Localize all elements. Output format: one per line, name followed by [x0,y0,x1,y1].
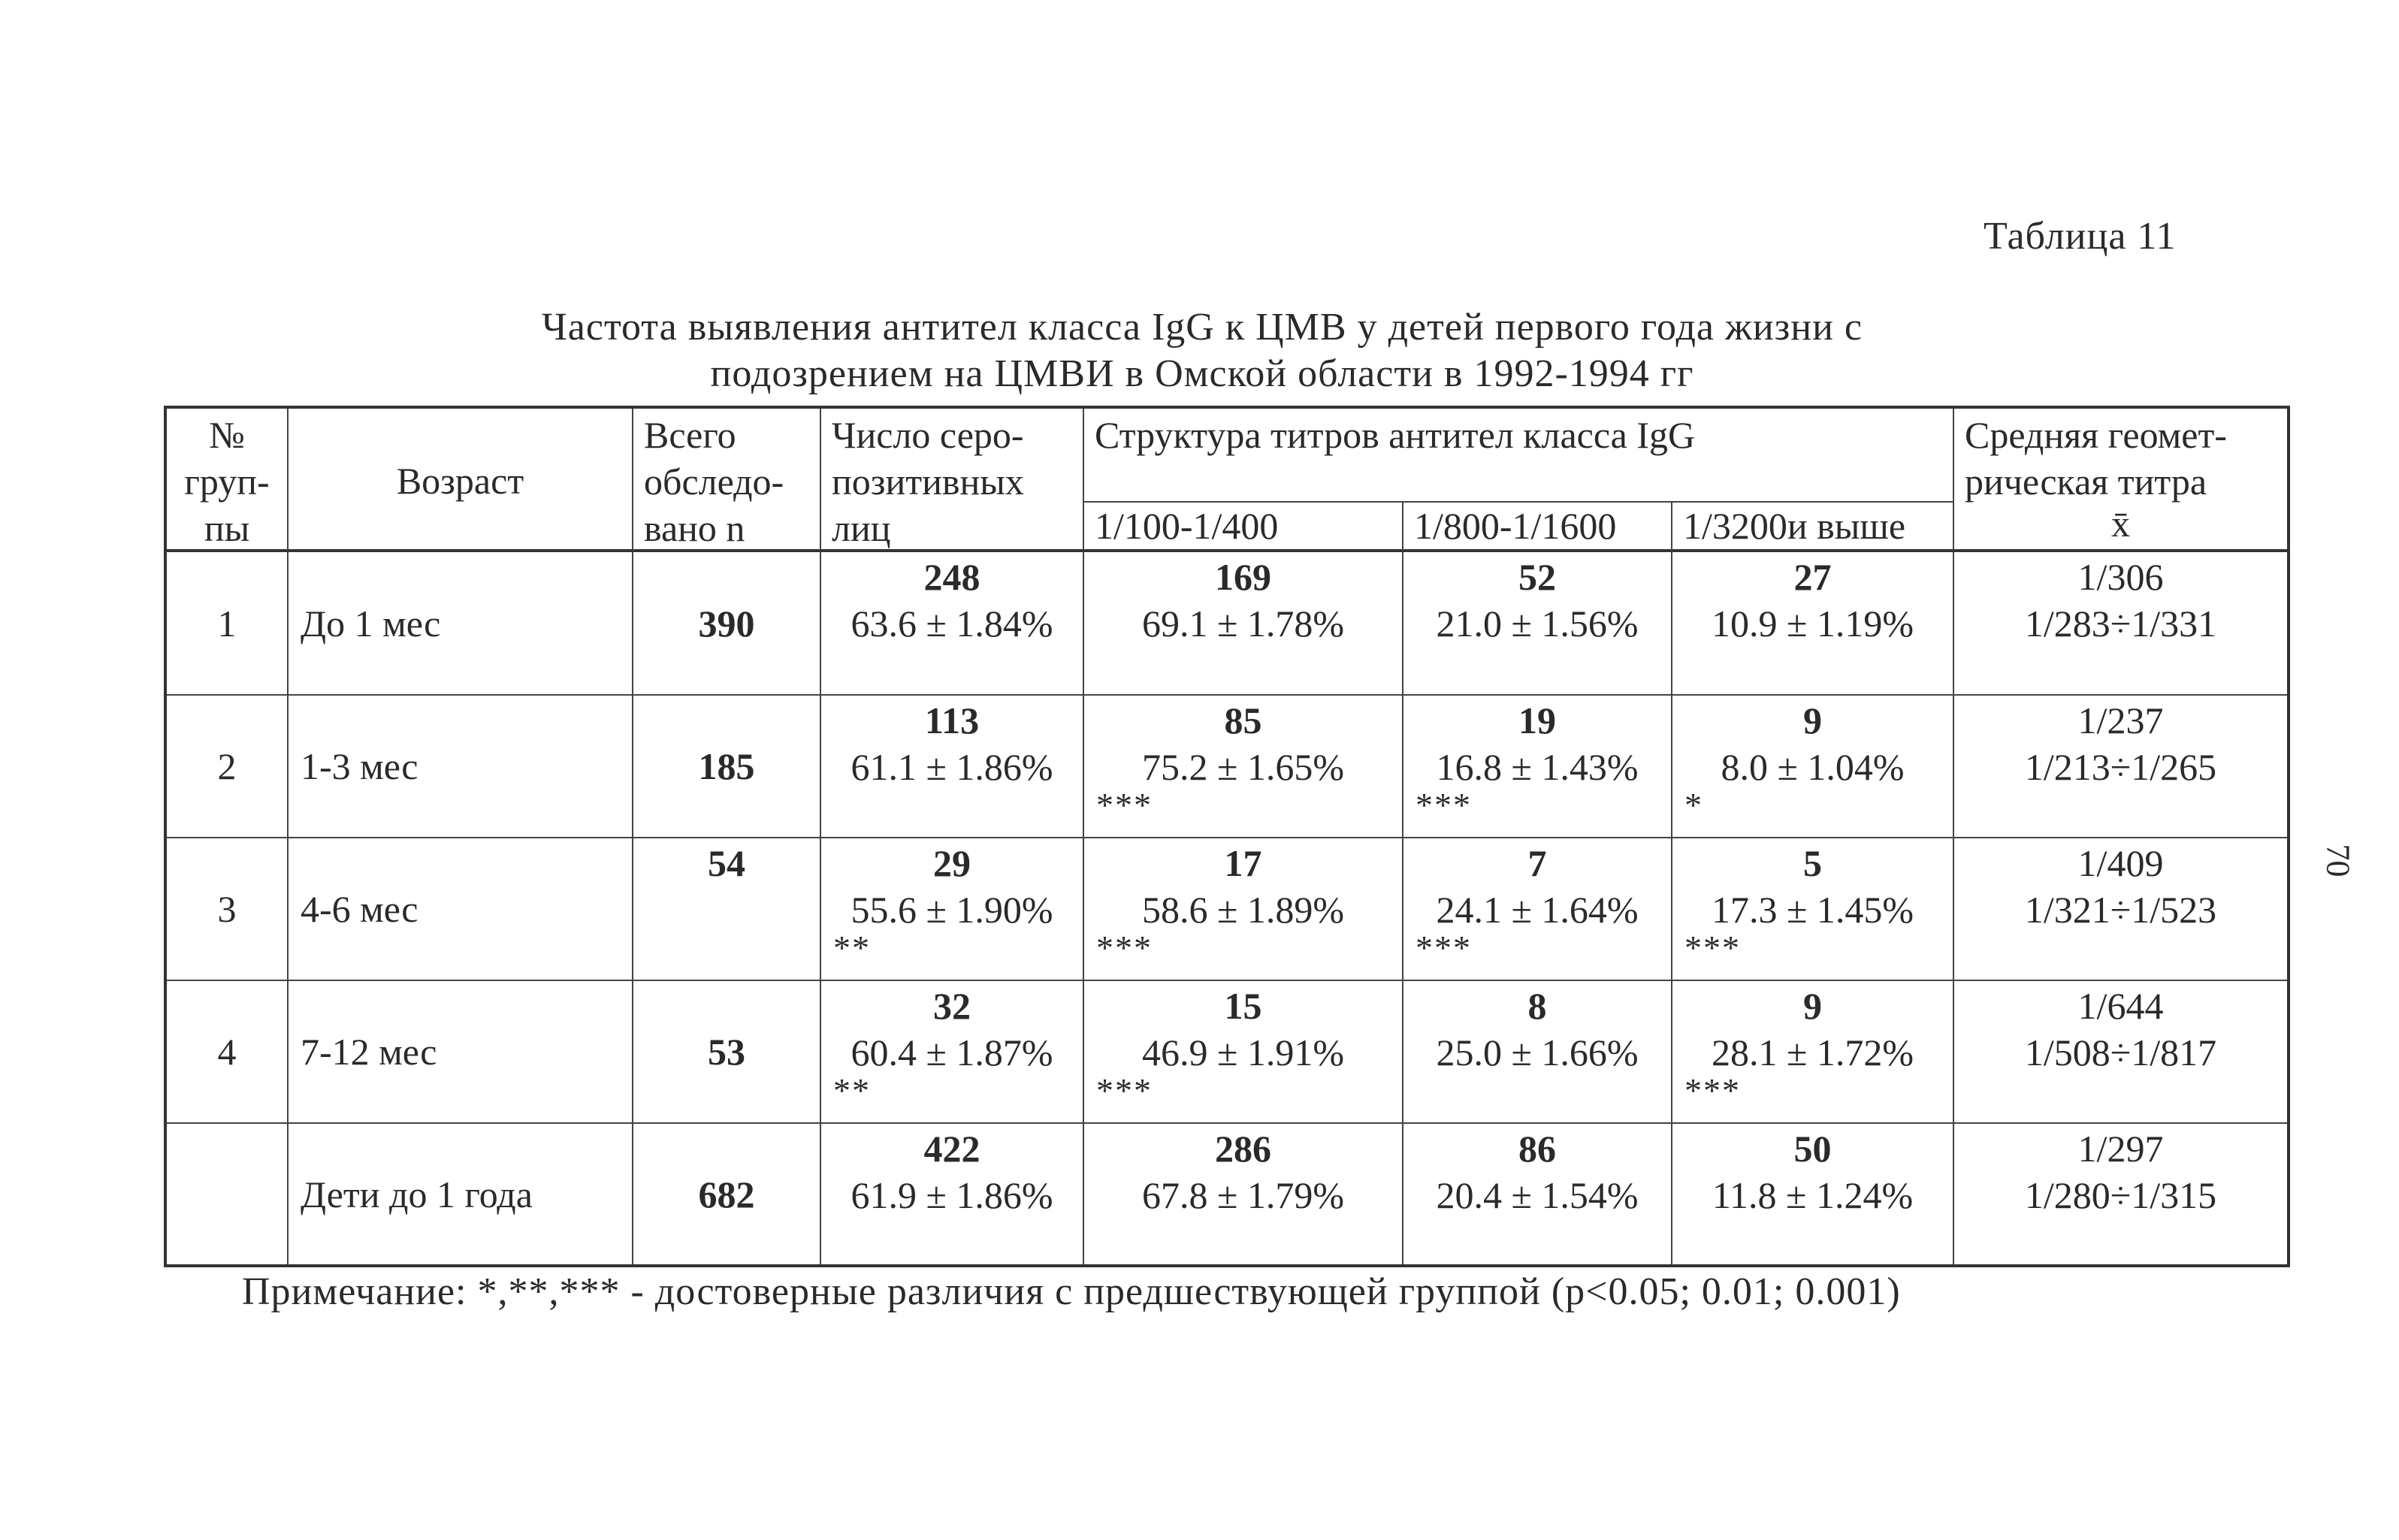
percent-value: 8.0 ± 1.04% [1721,746,1905,788]
percent-value: 69.1 ± 1.78% [1141,602,1345,645]
row-4-seropositive [821,981,1084,1124]
row-4-titer-2 [1403,981,1672,1124]
header-titer-structure [1084,409,1954,503]
row-4-geometric-mean [1954,981,2287,1124]
percent-value: 28.1 ± 1.72% [1711,1031,1914,1073]
count-value: 85 [1224,699,1262,741]
significance-mark: *** [1684,1071,1741,1110]
table-title-line-2: подозрением на ЦМВИ в Омской области в 1992-1994 гг [710,352,1694,395]
row-1-group: 1 [167,552,289,696]
row-total-titer-2 [1403,1124,1672,1264]
count-value: 7 [1527,842,1547,884]
significance-mark: *** [1096,1071,1153,1110]
count-value: 169 [1215,556,1271,598]
row-4-age: 7-12 мес [289,981,633,1124]
count-value: 5 [1803,842,1822,884]
percent-value: 61.9 ± 1.86% [851,1174,1053,1216]
count-value: 52 [1518,556,1556,598]
count-value: 9 [1803,699,1822,741]
header-total-line: вано n [644,507,745,549]
row-1-seropositive [821,552,1084,696]
percent-value: 21.0 ± 1.56% [1436,602,1639,645]
percent-value: 24.1 ± 1.64% [1436,889,1639,931]
significance-mark: *** [1416,929,1472,967]
row-3-titer-1 [1084,838,1403,981]
count-value: 9 [1803,985,1822,1027]
table-title-line-1: Частота выявления антител класса IgG к ЦМВ у детей первого года жизни с [541,306,1863,349]
percent-value: 11.8 ± 1.24% [1712,1174,1914,1216]
percent-value: 16.8 ± 1.43% [1436,746,1639,788]
mean-titer: 1/409 [2077,842,2164,884]
count-value: 86 [1518,1128,1556,1170]
header-group-no [167,409,289,552]
percent-value: 10.9 ± 1.19% [1711,602,1914,645]
row-2-total: 185 [633,696,821,838]
row-1-age: До 1 мес [289,552,633,696]
percent-value: 75.2 ± 1.65% [1141,746,1345,788]
row-2-age: 1-3 мес [289,696,633,838]
count-value: 8 [1527,985,1547,1027]
row-1-titer-3 [1672,552,1954,696]
row-1-geometric-mean [1954,552,2287,696]
header-total-line: Всего [644,414,736,456]
row-3-age: 4-6 мес [289,838,633,981]
header-geometric-mean-line: Средняя геомет- [1965,414,2227,456]
mean-titer-range: 1/280÷1/315 [2024,1174,2217,1216]
row-3-titer-3 [1672,838,1954,981]
header-titer-1: 1/100-1/400 [1084,503,1403,552]
header-titer-2: 1/800-1/1600 [1403,503,1672,552]
mean-titer: 1/644 [2077,985,2164,1027]
mean-titer-range: 1/283÷1/331 [2024,602,2217,645]
percent-value: 17.3 ± 1.45% [1711,889,1914,931]
header-total-line: обследо- [644,460,784,503]
row-2-seropositive [821,696,1084,838]
row-total-geometric-mean [1954,1124,2287,1264]
count-value: 50 [1793,1128,1832,1170]
row-3-geometric-mean [1954,838,2287,981]
row-1-titer-2 [1403,552,1672,696]
header-geometric-mean-symbol: x̄ [2111,503,2130,545]
row-3-seropositive [821,838,1084,981]
row-2-titer-1 [1084,696,1403,838]
row-2-titer-3 [1672,696,1954,838]
percent-value: 46.9 ± 1.91% [1141,1031,1345,1073]
significance-mark: *** [1096,786,1153,824]
row-total-titer-1 [1084,1124,1403,1264]
table-number: Таблица 11 [1984,215,2177,258]
page-number: 70 [2319,844,2357,877]
count-value: 17 [1224,842,1262,884]
row-total-total: 682 [633,1124,821,1264]
mean-titer: 1/306 [2077,556,2164,598]
row-2-group: 2 [167,696,289,838]
row-4-total: 53 [633,981,821,1124]
row-1-titer-1 [1084,552,1403,696]
row-total-seropositive [821,1124,1084,1264]
row-4-titer-1 [1084,981,1403,1124]
row-4-titer-3 [1672,981,1954,1124]
count-value: 286 [1215,1128,1271,1170]
row-total-group [167,1124,289,1264]
row-4-group: 4 [167,981,289,1124]
percent-value: 67.8 ± 1.79% [1141,1174,1345,1216]
header-titer-3: 1/3200и выше [1672,503,1954,552]
significance-mark: ** [833,1071,871,1110]
row-2-titer-2 [1403,696,1672,838]
header-seropositive [821,409,1084,552]
percent-value: 61.1 ± 1.86% [851,746,1053,788]
mean-titer-range: 1/321÷1/523 [2024,889,2217,931]
row-2-geometric-mean [1954,696,2287,838]
header-titer-structure-label: Структура титров антител класса IgG [1095,414,1696,456]
percent-value: 55.6 ± 1.90% [851,889,1053,931]
count-value: 29 [933,842,971,884]
significance-mark: ** [833,929,871,967]
row-total-age: Дети до 1 года [289,1124,633,1264]
header-group-no-line: № [209,414,245,456]
percent-value: 58.6 ± 1.89% [1141,889,1345,931]
row-3-titer-2 [1403,838,1672,981]
header-age [289,409,633,552]
mean-titer-range: 1/508÷1/817 [2024,1031,2217,1073]
significance-mark: *** [1684,929,1741,967]
header-age-label: Возраст [396,459,524,502]
count-value: 32 [933,985,971,1027]
data-table [164,406,2290,1267]
header-total [633,409,821,552]
header-seropositive-line: Число серо- [832,414,1024,456]
header-geometric-mean [1954,409,2287,552]
header-seropositive-line: лиц [832,507,891,549]
row-1-total: 390 [633,552,821,696]
count-value: 15 [1224,985,1262,1027]
table-title [225,304,2179,397]
percent-value: 63.6 ± 1.84% [851,602,1053,645]
header-geometric-mean-line: рическая титра [1965,460,2207,503]
count-value: 422 [923,1128,980,1170]
significance-mark: *** [1416,786,1472,824]
significance-mark: * [1684,786,1703,824]
percent-value: 20.4 ± 1.54% [1436,1174,1639,1216]
percent-value: 60.4 ± 1.87% [851,1031,1053,1073]
count-value: 19 [1518,699,1556,741]
percent-value: 25.0 ± 1.66% [1436,1031,1639,1073]
mean-titer: 1/237 [2077,699,2164,741]
header-group-no-line: пы [204,507,250,549]
count-value: 113 [924,699,980,741]
count-value: 27 [1793,556,1832,598]
header-group-no-line: груп- [184,460,270,503]
header-seropositive-line: позитивных [832,460,1024,503]
table-footnote: Примечание: *,**,*** - достоверные различия с предшествующей группой (p<0.05; 0.01; 0.001) [242,1270,1901,1313]
row-3-total: 54 [633,838,821,981]
mean-titer: 1/297 [2077,1128,2164,1170]
row-3-group: 3 [167,838,289,981]
mean-titer-range: 1/213÷1/265 [2024,746,2217,788]
count-value: 248 [923,556,980,598]
significance-mark: *** [1096,929,1153,967]
row-total-titer-3 [1672,1124,1954,1264]
